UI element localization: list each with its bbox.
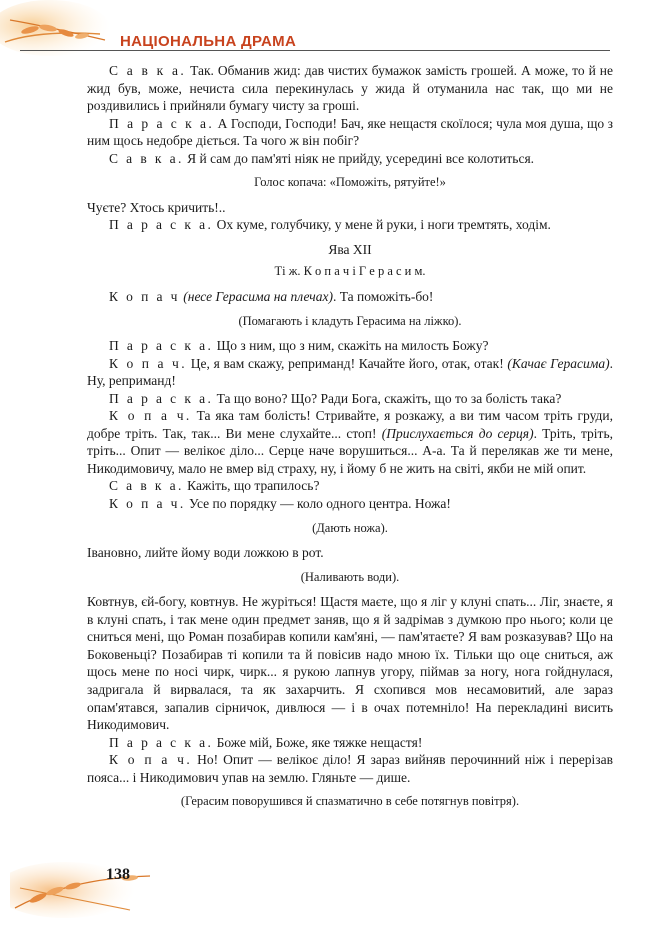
dialogue-line: Ковтнув, єй-богу, ковтнув. Не журіться! Щастя маєте, що я ліг у клуні спать... Ліг, знаєте, я в клуні спать, і так мене один предмет заняв, що я й задрімав з думкою про нього; коли це сниться мені, що Роман позабирав копили кам'яні, — пам'ятаєте? Я вам розказував? Що на Боковеньці? Позабирав ті копили та й повісив надо мною їх. Тільки що оце сниться, аж щось мене по носі чирк, чирк... я рукою лапнув угору, піймав за ногу, нога гойднулася, задригала й вирвалася, та як захарчить. Я схопився мов несамовитий, але зараз опам'ятався, запалив сірничок, дивлюся — і в очах потемніло! На перекладині висить Никодимович. [87, 594, 613, 733]
speaker: П а р а с к а. [109, 115, 215, 131]
wheat-ornament-top-icon [0, 0, 120, 60]
speaker: С а в к а. [109, 478, 184, 494]
stage-direction: Голос копача: «Поможіть, рятуйте!» [254, 175, 446, 190]
dialogue-line: К о п а ч. Та яка там болість! Стривайте, я розкажу, а ви тим часом тріть груди, добре тріть. Так, так... Ви мене слухайте... стоп! (Прислухається до серця). Тріть, тріть, тріть... Опит — велікоє діло... Серце наче ворушиться... А-а. Та й перелякав же ти мене, Никодимовичу, мало не вмер від страху, ну, і йому б не жить на світі, якби не мій опит. [87, 408, 613, 476]
speaker: С а в к а. [109, 63, 187, 78]
speaker: П а р а с к а. [109, 217, 214, 233]
play-text [87, 62, 613, 811]
dialogue-line: С а в к а. Так. Обманив жид: дав чистих бумажок замість грошей. А може, то й не жид був, може, нечиста сила перекинулась у жида й отуманила нас так, що ми не роздивились і прийняли бумагу чисту за гроші. [87, 63, 613, 114]
speaker: К о п а ч. [109, 752, 193, 768]
dialogue-line: К о п а ч (несе Герасима на плечах). Та поможіть-бо! [109, 289, 434, 305]
dialogue-line: П а р а с к а. Ох куме, голубчику, у мене й руки, і ноги тремтять, ходім. [109, 217, 551, 233]
speaker: К о п а ч. [109, 408, 192, 424]
speaker: К о п а ч. [109, 355, 188, 371]
dialogue-line: С а в к а. Я й сам до пам'яті ніяк не прийду, усередині все колотиться. [109, 150, 535, 166]
dialogue-line: Чуєте? Хтось кричить!.. [87, 199, 226, 215]
speaker: С а в к а. [109, 150, 184, 166]
header-divider [20, 50, 610, 51]
page-number: 138 [106, 866, 130, 883]
dialogue-line: П а р а с к а. А Господи, Господи! Бач, яке нещастя скоїлося; чула моя душа, що з ним щось недобре діється. Та чого ж він побіг? [87, 115, 613, 149]
section-title: НАЦІОНАЛЬНА ДРАМА [120, 33, 297, 50]
dialogue-line: К о п а ч. Це, я вам скажу, реприманд! Качайте його, отак, отак! (Качає Герасима). Ну, реприманд! [87, 355, 613, 389]
dialogue-line: П а р а с к а. Та що воно? Що? Ради Бога, скажіть, що то за болість така? [109, 390, 562, 406]
speaker: П а р а с к а. [109, 338, 214, 354]
scene-cast: Ті ж. К о п а ч і Г е р а с и м. [274, 264, 426, 279]
dialogue-line: П а р а с к а. Боже мій, Боже, яке тяжке нещастя! [109, 734, 423, 750]
stage-direction: (Герасим поворушився й спазматично в себе потягнув повітря). [180, 794, 520, 809]
dialogue-line: П а р а с к а. Що з ним, що з ним, скажіть на милость Божу? [109, 338, 489, 354]
stage-direction: (Помагають і кладуть Герасима на ліжко). [238, 313, 462, 328]
wheat-ornament-bottom-icon [10, 858, 160, 918]
dialogue-line: К о п а ч. Но! Опит — велікоє діло! Я зараз вийняв перочинний ніж і перерізав пояса... і Никодимович упав на землю. Гляньте — дише. [87, 752, 613, 785]
scene-heading: Ява XII [328, 241, 372, 257]
speaker: П а р а с к а. [109, 390, 214, 406]
speaker: К о п а ч [109, 289, 180, 305]
stage-direction: (Дають ножа). [312, 520, 388, 535]
stage-direction: (Наливають води). [300, 569, 400, 584]
dialogue-line: К о п а ч. Усе по порядку — коло одного центра. Ножа! [109, 496, 451, 512]
dialogue-line: С а в к а. Кажіть, що трапилось? [109, 478, 320, 494]
speaker: К о п а ч. [109, 496, 186, 512]
speaker: П а р а с к а. [109, 734, 214, 750]
dialogue-line: Івановно, лийте йому води ложкою в рот. [87, 545, 324, 561]
